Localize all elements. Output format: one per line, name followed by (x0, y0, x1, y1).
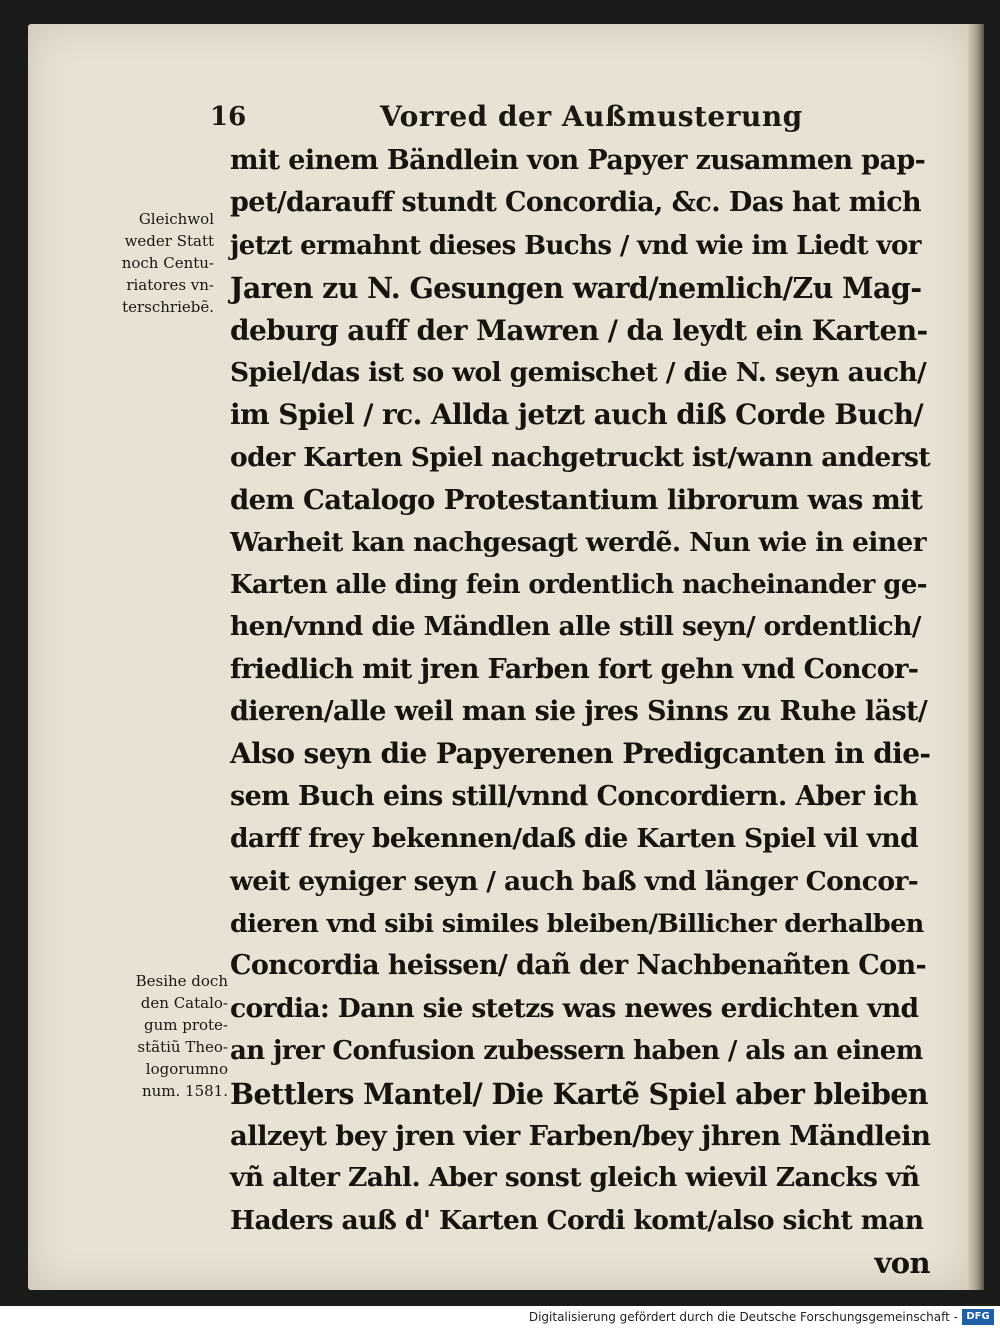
margin-note-1 (66, 208, 214, 318)
margin-note-line: Besihe doch (135, 972, 228, 990)
page-header (210, 100, 930, 140)
text-line: dem Catalogo Protestantium librorum was mit (230, 484, 923, 517)
text-line: mit einem Bändlein von Papyer zusammen pap- (230, 145, 926, 176)
margin-note-line: Gleichwol (138, 210, 214, 228)
text-line: Haders auß d' Karten Cordi komt/also sicht man (230, 1204, 924, 1236)
margin-note-line: den Catalo- (140, 994, 228, 1012)
dfg-logo-icon: DFG (962, 1309, 994, 1325)
margin-note-line: logorumno (145, 1060, 228, 1078)
text-line: Concordia heissen/ dañ der Nachbenañten Con- (230, 950, 927, 982)
margin-note-line: weder Statt (124, 232, 214, 250)
text-line: dieren vnd sibi similes bleiben/Billicher derhalben (230, 909, 924, 940)
body-text (230, 140, 930, 1285)
text-line: allzeyt bey jren vier Farben/bey jhren Mändlein (230, 1119, 931, 1152)
text-line: Spiel/das ist so wol gemischet / die N. seyn auch/ (230, 356, 927, 388)
text-line: cordia: Dann sie stetzs was newes erdichten vnd (230, 992, 919, 1024)
text-line: Also seyn die Papyerenen Predigcanten in die- (230, 737, 931, 771)
text-line: weit eyniger seyn / auch baß vnd länger Concor- (230, 865, 919, 897)
margin-note-line: noch Centu- (121, 254, 214, 272)
text-line: oder Karten Spiel nachgetruckt ist/wann anderst (230, 441, 930, 473)
text-line: friedlich mit jren Farben fort gehn vnd Concor- (230, 653, 919, 685)
margin-note-2 (80, 970, 228, 1102)
text-line: sem Buch eins still/vnnd Concordiern. Aber ich (230, 780, 918, 812)
funding-notice: Digitalisierung gefördert durch die Deutsche Forschungsgemeinschaft - (528, 1310, 958, 1324)
text-line: deburg auff der Mawren / da leydt ein Karten- (230, 313, 928, 347)
text-line: dieren/alle weil man sie jres Sinns zu Ruhe läst/ (230, 696, 928, 728)
margin-note-line: stãtiũ Theo- (137, 1038, 228, 1056)
margin-note-line: terschriebẽ. (122, 298, 214, 316)
margin-note-line: riatores vn- (126, 276, 214, 294)
running-head: Vorred der Außmusterung (380, 100, 803, 133)
text-line: pet/darauff stundt Concordia, &c. Das hat mich (230, 187, 922, 219)
text-line: Jaren zu N. Gesungen ward/nemlich/Zu Mag- (230, 271, 922, 306)
text-line: vñ alter Zahl. Aber sonst gleich wievil Zancks vñ (230, 1162, 920, 1194)
text-line: darff frey bekennen/daß die Karten Spiel vil vnd (230, 823, 919, 855)
catchword: von (874, 1246, 930, 1281)
page-edge (968, 24, 984, 1290)
footer-bar (0, 1306, 1000, 1330)
text-line: jetzt ermahnt dieses Buchs / vnd wie im Liedt vor (230, 230, 921, 261)
margin-note-line: gum prote- (143, 1016, 228, 1034)
text-line: hen/vnnd die Mändlen alle still seyn/ ordentlich/ (230, 611, 921, 643)
text-line: im Spiel / rc. Allda jetzt auch diß Corde Buch/ (230, 398, 924, 432)
text-line: Bettlers Mantel/ Die Kartẽ Spiel aber bleiben (230, 1076, 928, 1111)
margin-note-line: num. 1581. (141, 1082, 228, 1100)
text-line: an jrer Confusion zubessern haben / als an einem (230, 1036, 923, 1067)
page-number: 16 (210, 102, 247, 132)
text-line: Warheit kan nachgesagt werdẽ. Nun wie in einer (230, 526, 926, 558)
text-line: Karten alle ding fein ordentlich nacheinander ge- (230, 569, 927, 600)
